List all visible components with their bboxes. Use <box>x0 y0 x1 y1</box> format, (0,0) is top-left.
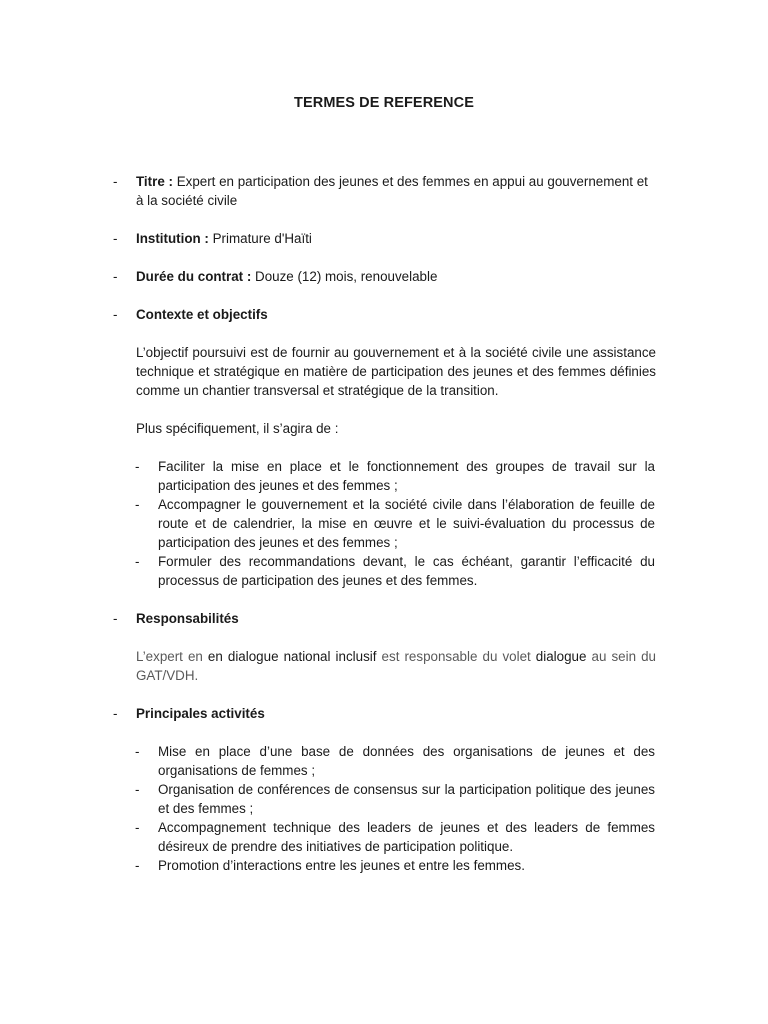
list-item: - Formuler des recommandations devant, le cas échéant, garantir l’efficacité du processus de participation des jeunes et des femmes. <box>135 554 655 588</box>
bullet-dash: - <box>113 611 118 626</box>
bullet-dash: - <box>113 307 118 322</box>
list-item: - Mise en place d’une base de données des organisations de jeunes et des organisations de femmes ; <box>135 744 655 778</box>
bullet-dash: - <box>135 858 140 873</box>
list-item: - Accompagnement technique des leaders de jeunes et des leaders de femmes désireux de prendre des initiatives de participation politique. <box>135 820 655 854</box>
contexte-heading: Contexte et objectifs <box>136 307 268 322</box>
bullet-dash: - <box>135 744 140 759</box>
bullet-dash: - <box>135 497 140 512</box>
bullet-dash: - <box>113 174 118 189</box>
section-duree <box>0 267 768 286</box>
list-item: - Faciliter la mise en place et le fonctionnement des groupes de travail sur la participation des jeunes et des femmes ; <box>135 459 655 493</box>
list-item: - Accompagner le gouvernement et la société civile dans l’élaboration de feuille de route et de calendrier, la mise en œuvre et le suivi-évaluation du processus de participation des jeunes et des femmes ; <box>135 497 655 550</box>
titre-value: Expert en participation des jeunes et des femmes en appui au gouvernement et à la société civile <box>136 174 648 208</box>
list-item: - Organisation de conférences de consensus sur la participation politique des jeunes et des femmes ; <box>135 782 655 816</box>
bullet-dash: - <box>135 554 140 569</box>
document-title: TERMES DE REFERENCE <box>294 95 474 111</box>
titre-label: Titre : <box>136 174 173 189</box>
contexte-list <box>0 457 768 590</box>
bullet-dash: - <box>113 706 118 721</box>
section-responsabilites <box>0 609 768 628</box>
section-institution <box>0 229 768 248</box>
activites-heading: Principales activités <box>136 706 265 721</box>
section-activites <box>0 704 768 723</box>
responsabilites-heading: Responsabilités <box>136 611 239 626</box>
section-titre <box>0 172 768 210</box>
bullet-dash: - <box>135 459 140 474</box>
bullet-dash: - <box>135 782 140 797</box>
contexte-paragraph: L’objectif poursuivi est de fournir au gouvernement et à la société civile une assistance technique et stratégique en matière de participation des jeunes et des femmes définies comme un chantier transversal et stratégique de la transition. <box>136 345 656 398</box>
duree-label: Durée du contrat : <box>136 269 252 284</box>
activites-list <box>0 742 768 875</box>
institution-label: Institution : <box>136 231 209 246</box>
responsabilites-paragraph: L’expert en en dialogue national inclusif est responsable du volet dialogue au sein du GAT/VDH. <box>136 649 656 683</box>
contexte-intro: Plus spécifiquement, il s’agira de : <box>136 421 339 436</box>
section-contexte <box>0 305 768 324</box>
list-item: - Promotion d’interactions entre les jeunes et entre les femmes. <box>135 858 525 873</box>
duree-value: Douze (12) mois, renouvelable <box>251 269 438 284</box>
bullet-dash: - <box>113 269 118 284</box>
bullet-dash: - <box>135 820 140 835</box>
institution-value: Primature d'Haïti <box>208 231 312 246</box>
bullet-dash: - <box>113 231 118 246</box>
document-content <box>0 172 768 894</box>
